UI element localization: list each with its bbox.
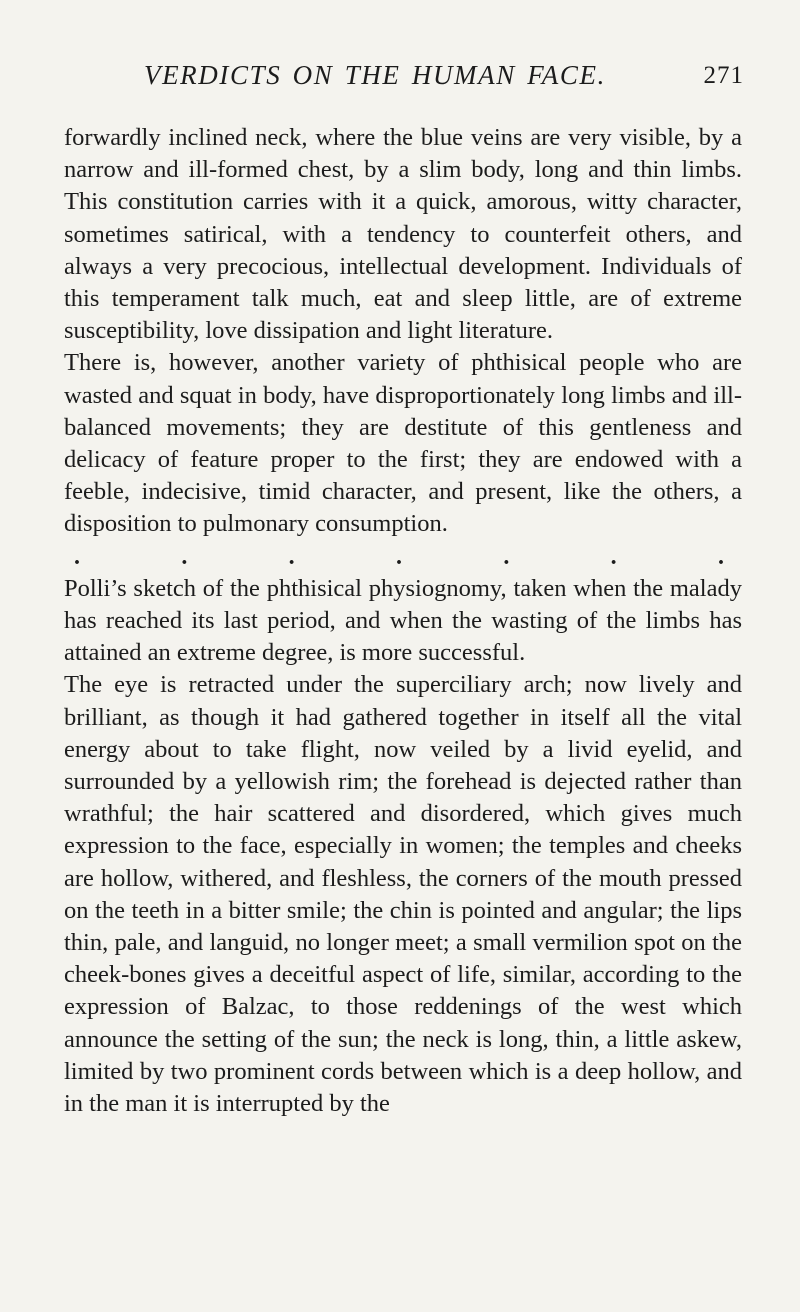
ellipsis-dot: . xyxy=(610,543,617,570)
ellipsis-separator xyxy=(64,541,742,573)
paragraph: There is, however, another variety of phthisical people who are wasted and squat in body, have disproportionately long limbs and ill-balanced movements; they are destitute of this gentleness and delicacy of feature proper to the first; they are endowed with a feeble, indecisive, timid character, and present, like the others, a disposition to pulmonary consumption. xyxy=(64,349,742,538)
paragraph: Polli’s sketch of the phthisical physiognomy, taken when the malady has reached its last period, and when the wasting of the limbs has attained an extreme degree, is more successful. xyxy=(64,574,742,667)
page-number: 271 xyxy=(703,62,744,89)
running-head-title: VERDICTS ON THE HUMAN FACE. xyxy=(144,60,606,90)
ellipsis-dot: . xyxy=(395,543,402,570)
body-text xyxy=(64,122,742,1120)
ellipsis-dot: . xyxy=(74,543,80,570)
ellipsis-dot: . xyxy=(181,543,188,570)
paragraph: forwardly inclined neck, where the blue veins are very visible, by a narrow and ill-formed chest, by a slim body, long and thin limbs. This constitution carries with it a quick, amorous, witty character, sometimes satirical, with a tendency to counterfeit others, and always a very precocious, intellectual development. Individuals of this temperament talk much, eat and sleep little, are of extreme susceptibility, love dissipation and light literature. xyxy=(64,124,742,345)
ellipsis-dot: . xyxy=(717,543,724,570)
running-head xyxy=(64,60,744,100)
ellipsis-dot: . xyxy=(288,543,295,570)
ellipsis-dot: . xyxy=(503,543,510,570)
paragraph: The eye is retracted under the superciliary arch; now lively and brilliant, as though it had gathered together in itself all the vital energy about to take flight, now veiled by a livid eyelid, and surrounded by a yellowish rim; the forehead is dejected rather than wrathful; the hair scattered and disordered, which gives much expression to the face, especially in women; the temples and cheeks are hollow, withered, and fleshless, the corners of the mouth pressed on the teeth in a bitter smile; the chin is pointed and angular; the lips thin, pale, and languid, no longer meet; a small vermilion spot on the cheek-bones gives a deceitful aspect of life, similar, according to the expression of Balzac, to those reddenings of the west which announce the setting of the sun; the neck is long, thin, a little askew, limited by two prominent cords between which is a deep hollow, and in the man it is interrupted by the xyxy=(64,671,742,1118)
